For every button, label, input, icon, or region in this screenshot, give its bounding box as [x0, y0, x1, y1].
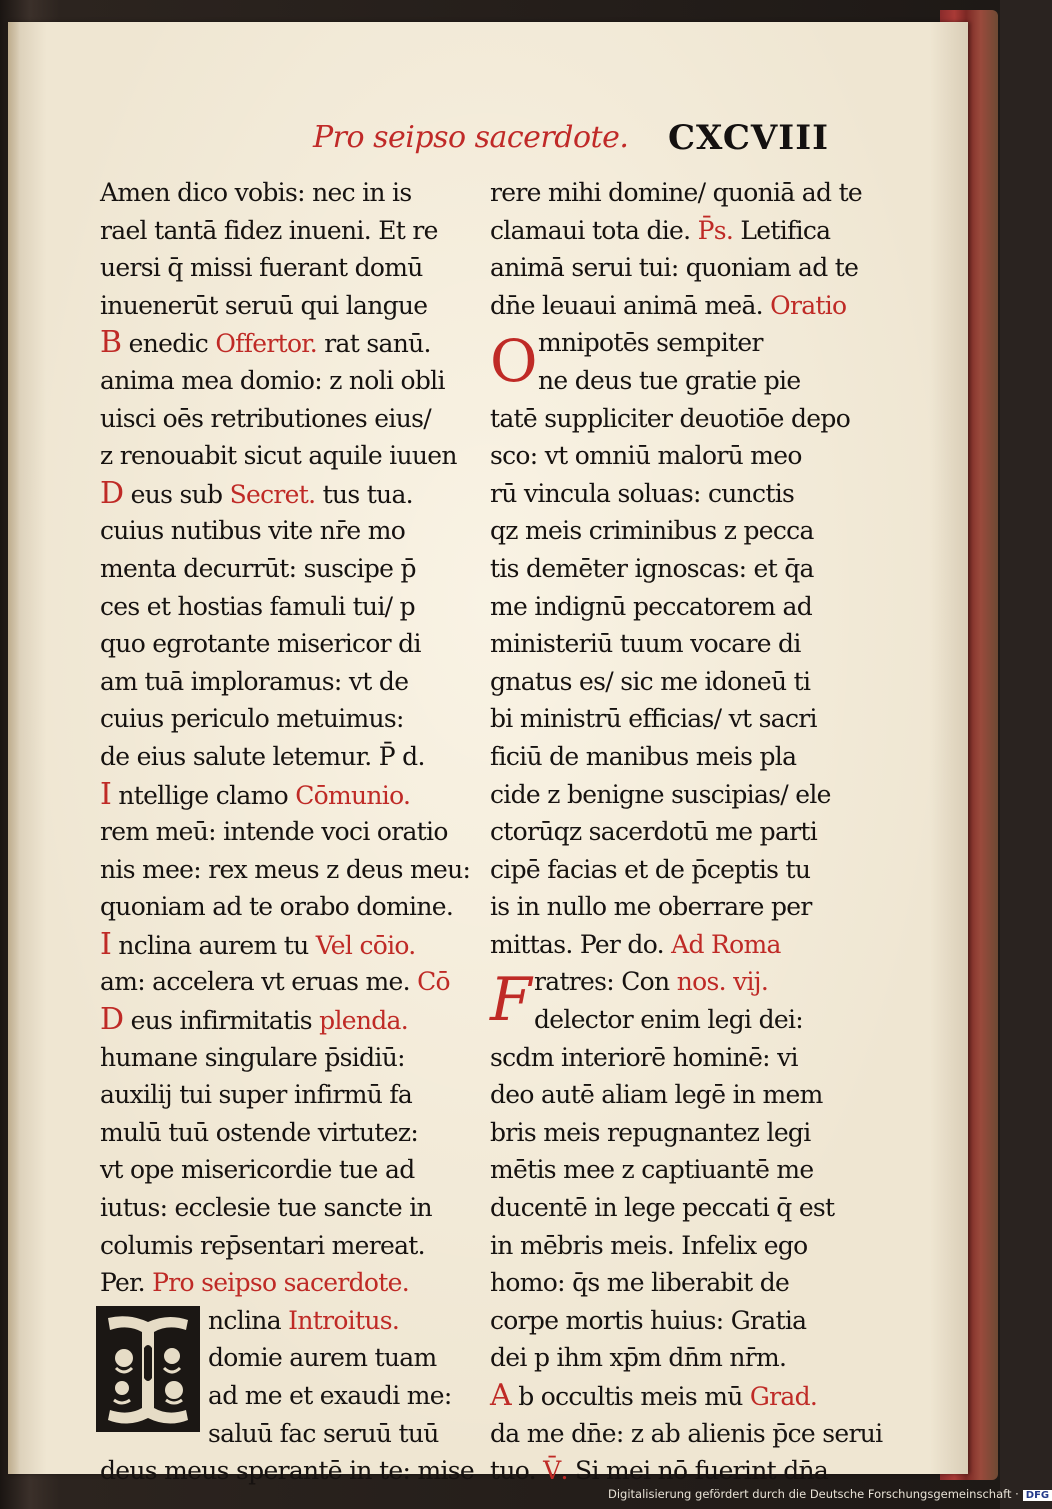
text-line: mulū tuū ostende virtutez: [100, 1117, 419, 1147]
drop-initial-f: F [490, 965, 532, 1036]
text-line: domie aurem tuam [208, 1343, 437, 1373]
text-line: ad me et exaudi me: [208, 1381, 452, 1410]
text-line: qz meis criminibus z pecca [490, 516, 814, 546]
text-line: Per. Pro seipso sacerdote. [100, 1268, 409, 1298]
text-line: rere mihi domine/ quoniā ad te [490, 178, 863, 207]
text-line: Amen dico vobis: nec in is [100, 178, 412, 207]
credit-text: Digitalisierung gefördert durch die Deutsche Forschungsgemeinschaft · [608, 1487, 1019, 1501]
text-line: tatē suppliciter deuotiōe depo [490, 403, 851, 433]
text-line: uersi q̄ missi fuerant domū [100, 253, 423, 283]
text-line: iutus: ecclesie tue sancte in [100, 1193, 432, 1223]
text-line: am: accelera vt eruas me. Cō [100, 967, 450, 997]
text-line: dei p ihm xp̄m dn̄m nr̄m. [490, 1343, 787, 1373]
text-line: rael tantā fidez inueni. Et re [100, 215, 438, 245]
text-line: mētis mee z captiuantē me [490, 1155, 814, 1185]
dfg-logo: DFG [1023, 1490, 1052, 1501]
text-line: z renouabit sicut aquile iuuen [100, 441, 457, 471]
text-line: anima mea domio: z noli obli [100, 365, 445, 395]
text-line: delector enim legi dei: [534, 1005, 803, 1035]
text-line: rem meū: intende voci oratio [100, 817, 448, 847]
woodcut-initial-i [96, 1306, 200, 1432]
text-line: ne deus tue gratie pie [538, 365, 801, 395]
text-line: homo: q̄s me liberabit de [490, 1268, 790, 1298]
folio-number: CXCVIII [668, 118, 829, 158]
text-line: am tuā imploramus: vt de [100, 666, 409, 696]
text-line: quo egrotante misericor di [100, 629, 421, 659]
text-line: da me dn̄e: z ab alienis p̄ce serui [490, 1418, 883, 1448]
text-line: cide z benigne suscipias/ ele [490, 779, 831, 809]
text-line: cuius periculo metuimus: [100, 704, 404, 734]
text-line: nclina Introitus. [208, 1305, 400, 1335]
text-line: tis demēter ignoscas: et q̄a [490, 553, 814, 583]
text-line: bi ministrū efficias/ vt sacri [490, 704, 817, 734]
text-line: ministeriū tuum vocare di [490, 629, 801, 659]
left-text-column [100, 174, 475, 1490]
text-line: deus meus sperantē in te: mise [100, 1456, 475, 1486]
text-line: clamaui tota die. P̄s. Letifica [490, 215, 831, 245]
text-line: dn̄e leuaui animā meā. Oratio [490, 290, 847, 320]
text-line: ces et hostias famuli tui/ p [100, 591, 415, 621]
text-line: ratres: Con nos. vij. [534, 967, 769, 997]
text-line: D eus sub Secret. tus tua. [100, 475, 413, 511]
text-line: D eus infirmitatis plenda. [100, 1002, 409, 1038]
text-line: vt ope misericordie tue ad [100, 1155, 415, 1185]
text-line: nis mee: rex meus z deus meu: [100, 854, 471, 884]
drop-initial-o: O [490, 327, 538, 396]
text-line: de eius salute letemur. P̄ d. [100, 741, 425, 771]
text-line: ctorūqz sacerdotū me parti [490, 817, 818, 847]
text-line: tuo. V̄. Si mei nō fuerint dn̄a [490, 1456, 829, 1486]
text-line: I ntellige clamo Cōmunio. [100, 776, 411, 812]
text-line: cuius nutibus vite nr̄e mo [100, 516, 406, 546]
text-line: inuenerūt seruū qui langue [100, 290, 428, 320]
text-line: columis rep̄sentari mereat. [100, 1230, 425, 1260]
text-line: humane singulare p̄sidiū: [100, 1042, 405, 1072]
text-line: quoniam ad te orabo domine. [100, 892, 454, 922]
running-title: Pro seipso sacerdote. [313, 120, 629, 155]
text-line: uisci oēs retributiones eius/ [100, 403, 431, 433]
text-line: gnatus es/ sic me idoneū ti [490, 666, 811, 696]
text-line: rū vincula soluas: cunctis [490, 478, 795, 508]
text-line: scdm interiorē hominē: vi [490, 1042, 798, 1072]
text-line: deo autē aliam legē in mem [490, 1080, 823, 1110]
text-line: ducentē in lege peccati q̄ est [490, 1193, 835, 1223]
text-line: mittas. Per do. Ad Roma [490, 929, 781, 959]
digitization-credit [608, 1487, 1050, 1505]
text-line: saluū fac seruū tuū [208, 1418, 439, 1448]
text-line: A b occultis meis mū Grad. [490, 1378, 818, 1413]
right-text-column [490, 174, 883, 1490]
text-line: sco: vt omniū malorū meo [490, 441, 802, 471]
text-line: animā serui tui: quoniam ad te [490, 253, 859, 283]
text-line: in mēbris meis. Infelix ego [490, 1230, 808, 1260]
text-line: auxilij tui super infirmū fa [100, 1080, 413, 1110]
text-line: bris meis repugnantez legi [490, 1117, 811, 1147]
text-line: is in nullo me oberrare per [490, 892, 812, 922]
text-line: me indignū peccatorem ad [490, 591, 813, 621]
text-line: corpe mortis huius: Gratia [490, 1305, 807, 1335]
text-line: ficiū de manibus meis pla [490, 741, 797, 771]
text-line: menta decurrūt: suscipe p̄ [100, 553, 416, 583]
text-line: I nclina aurem tu Vel cōio. [100, 926, 416, 962]
text-line: mnipotēs sempiter [538, 328, 763, 358]
text-line: B enedic Offertor. rat sanū. [100, 325, 431, 361]
text-line: cipē facias et de p̄ceptis tu [490, 854, 811, 884]
